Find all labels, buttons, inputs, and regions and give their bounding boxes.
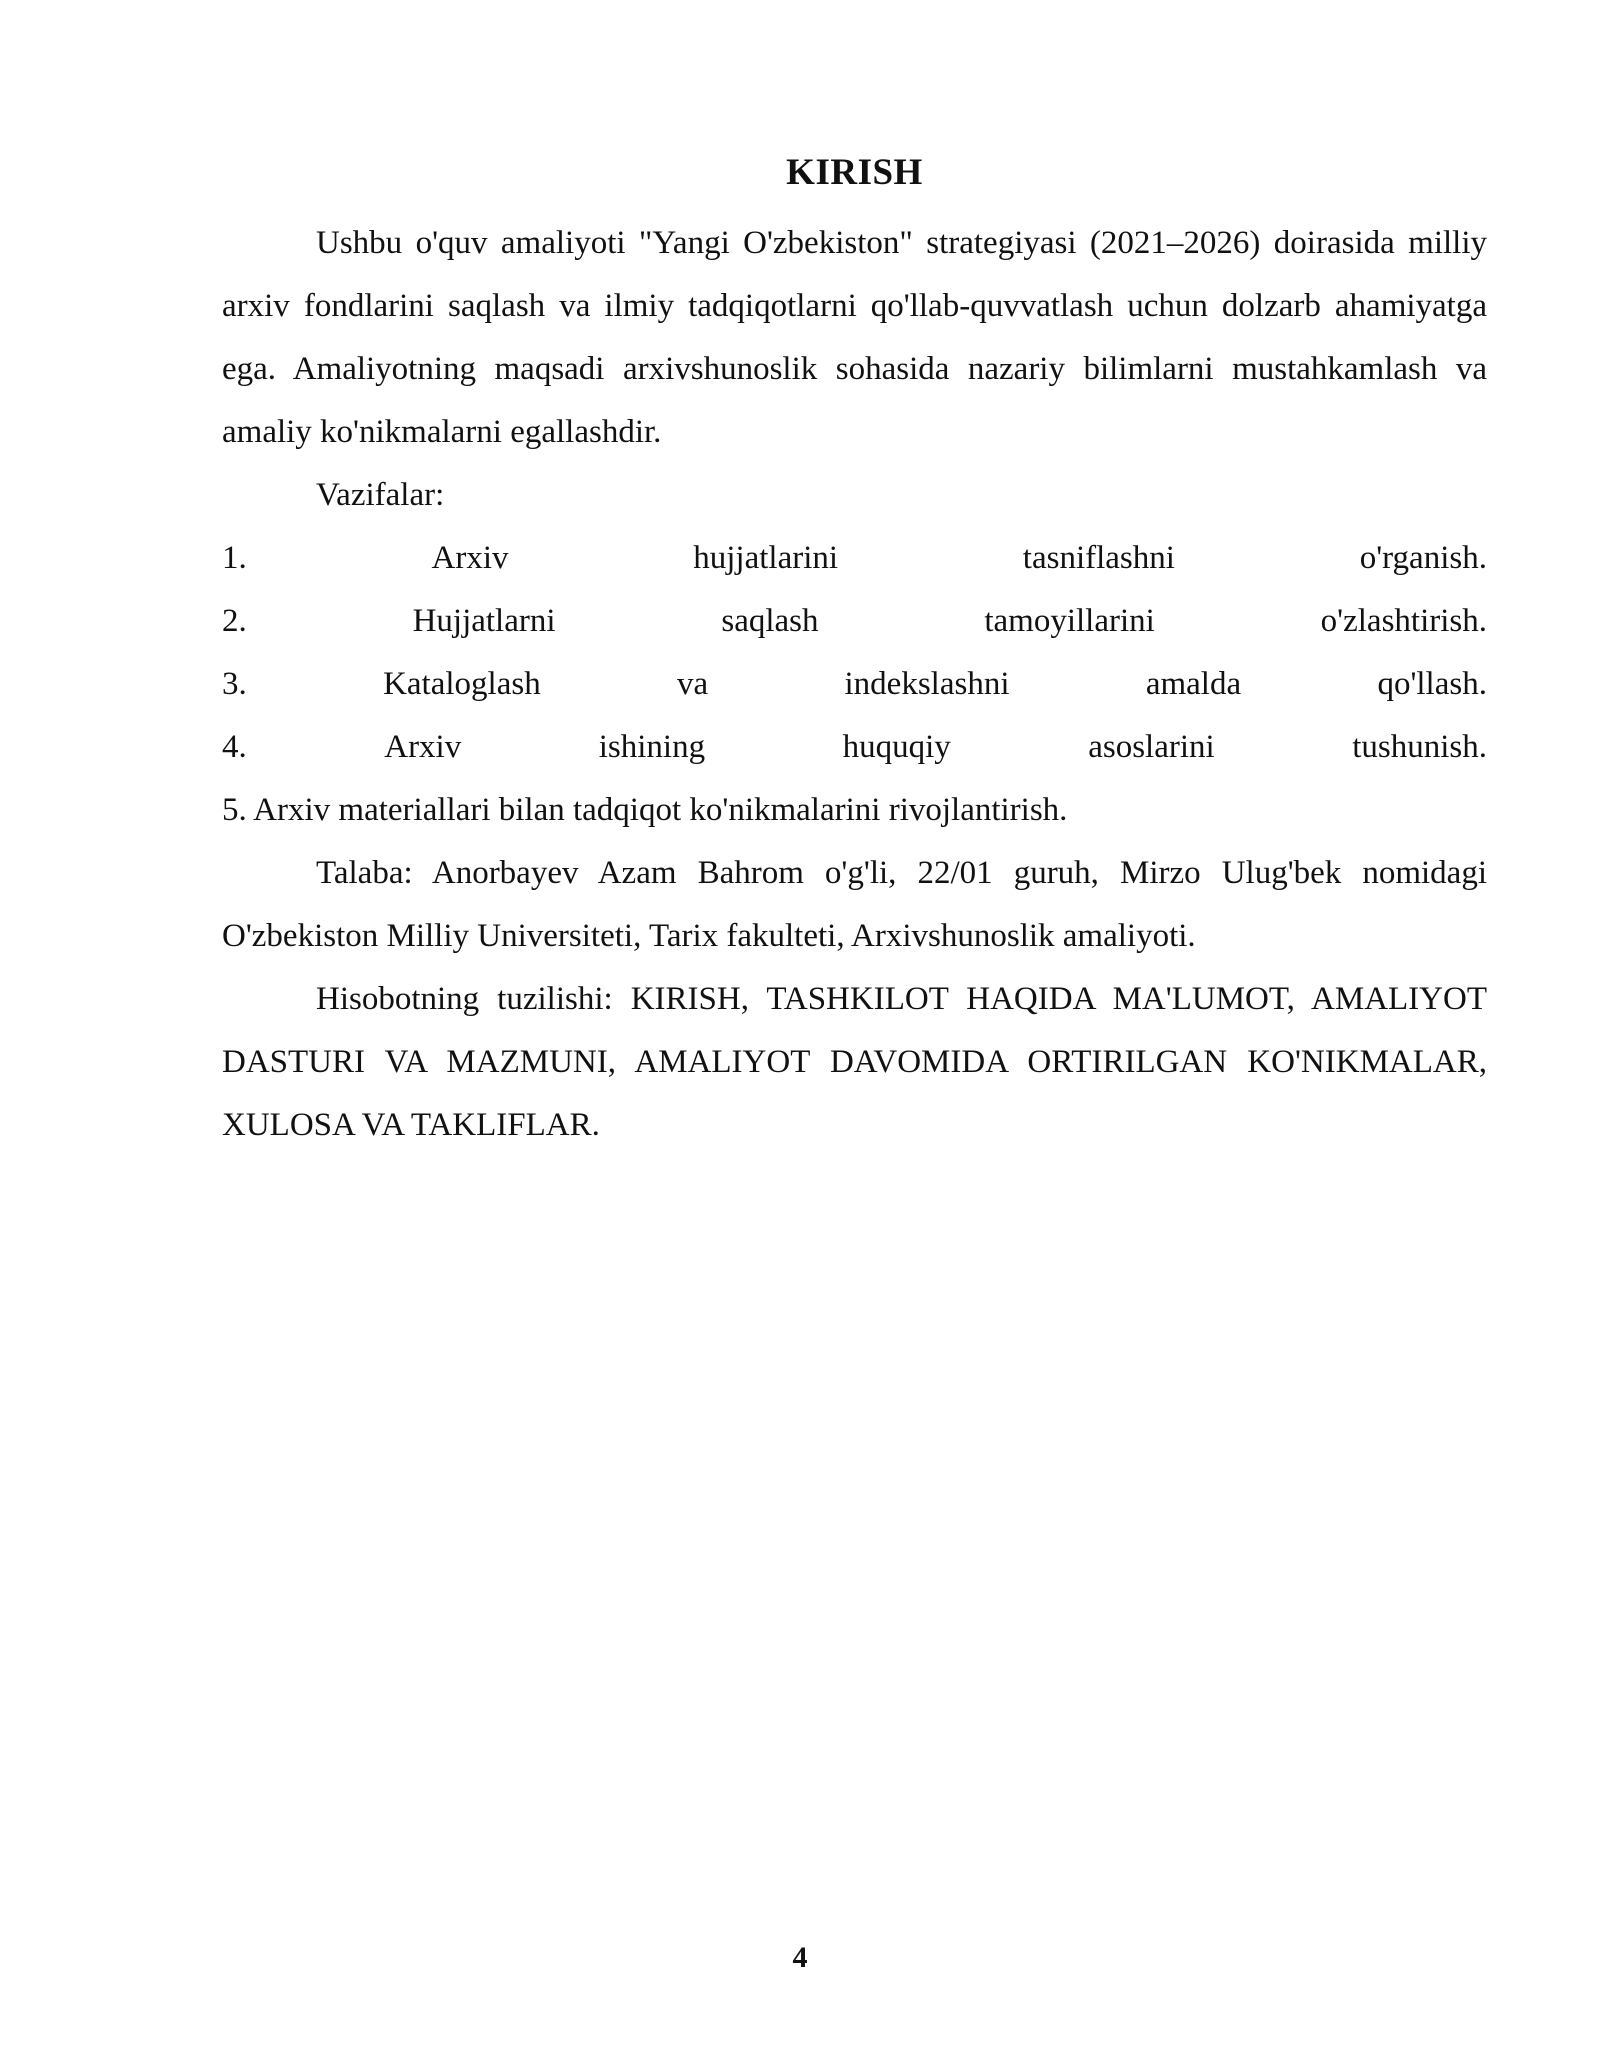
task-item-1 [222,527,1487,590]
task-word: 4. [222,729,247,765]
page-number: 4 [792,1941,808,1974]
task-word: amalda [1145,666,1242,702]
task-word: indekslashni [844,666,1010,702]
task-item-3 [222,653,1487,716]
task-word: asoslarini [1088,729,1215,765]
task-word: tushunish. [1352,729,1487,765]
task-word: 3. [222,666,247,702]
task-word: ishining [598,729,706,765]
task-word: huquqiy [842,729,951,765]
task-item-4 [222,716,1487,779]
task-word: o'zlashtirish. [1320,603,1487,639]
task-word: Arxiv [384,729,462,765]
task-word: 1. [222,540,247,576]
task-word: hujjatlarini [693,540,839,576]
task-word: Arxiv [431,540,509,576]
task-item-2 [222,590,1487,653]
intro-paragraph: Ushbu o'quv amaliyoti "Yangi O'zbekiston" strategiyasi (2021–2026) doirasida milliy arxiv fondlarini saqlash va ilmiy tadqiqotlarni qo'llab-quvvatlash uchun dolzarb ahamiyatga ega. Amaliyotning maqsadi arxivshunoslik sohasida nazariy bilimlarni mustahkamlash va amaliy ko'nikmalarni egallashdir. [222,225,1487,450]
task-word: va [677,666,709,702]
student-paragraph: Talaba: Anorbayev Azam Bahrom o'g'li, 22/01 guruh, Mirzo Ulug'bek nomidagi O'zbekiston Milliy Universiteti, Tarix fakulteti, Arxivshunoslik amaliyoti. [222,855,1487,954]
task-item-5: 5. Arxiv materiallari bilan tadqiqot ko'nikmalarini rivojlantirish. [222,792,1068,828]
task-word: o'rganish. [1359,540,1487,576]
task-word: qo'llash. [1377,666,1487,702]
structure-paragraph: Hisobotning tuzilishi: KIRISH, TASHKILOT HAQIDA MA'LUMOT, AMALIYOT DASTURI VA MAZMUNI, AMALIYOT DAVOMIDA ORTIRILGAN KO'NIKMALAR, XULOSA VA TAKLIFLAR. [222,981,1487,1143]
task-word: 2. [222,603,247,639]
task-word: Hujjatlarni [412,603,556,639]
task-word: tamoyillarini [984,603,1155,639]
task-word: tasniflashni [1022,540,1175,576]
section-title: KIRISH [786,152,923,193]
tasks-label: Vazifalar: [316,477,445,513]
task-word: saqlash [721,603,819,639]
task-word: Kataloglash [383,666,541,702]
page-content [222,148,1487,1157]
